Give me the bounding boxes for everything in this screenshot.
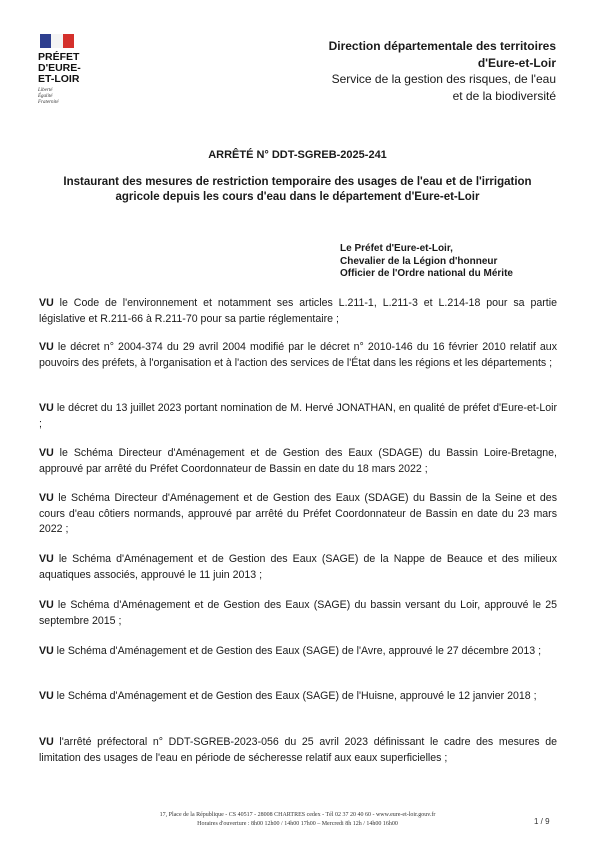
visa-paragraph: VU l'arrêté préfectoral n° DDT-SGREB-2023-056 du 25 avril 2023 définissant le cadre des mesures de limitation des usages de l'eau en période de sécheresse relatif aux eaux superficielles ; [39, 736, 557, 764]
issuing-service-header [329, 38, 556, 104]
direction-department: d'Eure-et-Loir [477, 55, 556, 70]
republic-motto: Liberté Égalité Fraternité [38, 88, 59, 105]
prefect-signatory-block: Le Préfet d'Eure-et-Loir, Chevalier de la Légion d'honneur Officier de l'Ordre national du Mérite [340, 243, 513, 279]
visa-paragraph: VU le décret n° 2004-374 du 29 avril 2004 modifié par le décret n° 2010-146 du 16 février 2010 relatif aux pouvoirs des préfets, à l'organisation et à l'action des services de l'État dans les régions et les départements ; [39, 341, 557, 369]
decree-subtitle: Instaurant des mesures de restriction temporaire des usages de l'eau et de l'irrigation agricole depuis les cours d'eau dans le département d'Eure-et-Loir [63, 176, 532, 203]
footer-address: 17, Place de la République - CS 40517 - 28008 CHARTRES cedex - Tél 02 37 20 40 60 - www.eure-et-loir.gouv.fr [159, 812, 436, 818]
service-name-line2: et de la biodiversité [452, 88, 556, 103]
visa-paragraph: VU le Schéma d'Aménagement et de Gestion des Eaux (SAGE) de la Nappe de Beauce et des milieux aquatiques associés, approuvé le 11 juin 2013 ; [39, 553, 557, 581]
visa-paragraph: VU le Schéma Directeur d'Aménagement et de Gestion des Eaux (SDAGE) du Bassin de la Seine et des cours d'eau côtiers normands, approuvé par arrêté du Préfet Coordonnateur de Bassin en date du 23 mars 2022 ; [39, 492, 557, 535]
footer-opening-hours: Horaires d'ouverture : 8h00 12h00 / 14h00 17h00 – Mercredi 8h 12h / 14h00 16h00 [197, 821, 398, 827]
visa-paragraph: VU le Schéma d'Aménagement et de Gestion des Eaux (SAGE) de l'Huisne, approuvé le 12 janvier 2018 ; [39, 690, 537, 702]
page-number: 1 / 9 [534, 817, 550, 826]
direction-name: Direction départementale des territoires [328, 39, 556, 53]
page-footer [0, 811, 595, 829]
visa-paragraph: VU le Schéma Directeur d'Aménagement et de Gestion des Eaux (SDAGE) du Bassin Loire-Bretagne, approuvé par arrêté du Préfet Coordonnateur de Bassin en date du 18 mars 2022 ; [39, 447, 557, 475]
visa-paragraph: VU le Code de l'environnement et notamment ses articles L.211-1, L.211-3 et L.214-18 pour sa partie législative et R.211-66 à R.211-70 pour sa partie réglementaire ; [39, 297, 557, 325]
service-name-line1: Service de la gestion des risques, de l'eau [331, 72, 556, 86]
prefecture-logo [38, 34, 118, 106]
marianne-flag-icon [40, 34, 74, 48]
decree-title: ARRÊTÉ N° DDT-SGREB-2025-241 [208, 149, 387, 161]
prefecture-name: PRÉFET D'EURE- ET-LOIR [38, 51, 81, 85]
visa-paragraph: VU le Schéma d'Aménagement et de Gestion des Eaux (SAGE) du bassin versant du Loir, approuvé le 25 septembre 2015 ; [39, 599, 557, 627]
visa-paragraph: VU le décret du 13 juillet 2023 portant nomination de M. Hervé JONATHAN, en qualité de préfet d'Eure-et-Loir ; [39, 402, 557, 430]
visa-paragraph: VU le Schéma d'Aménagement et de Gestion des Eaux (SAGE) de l'Avre, approuvé le 27 décembre 2013 ; [39, 645, 542, 657]
